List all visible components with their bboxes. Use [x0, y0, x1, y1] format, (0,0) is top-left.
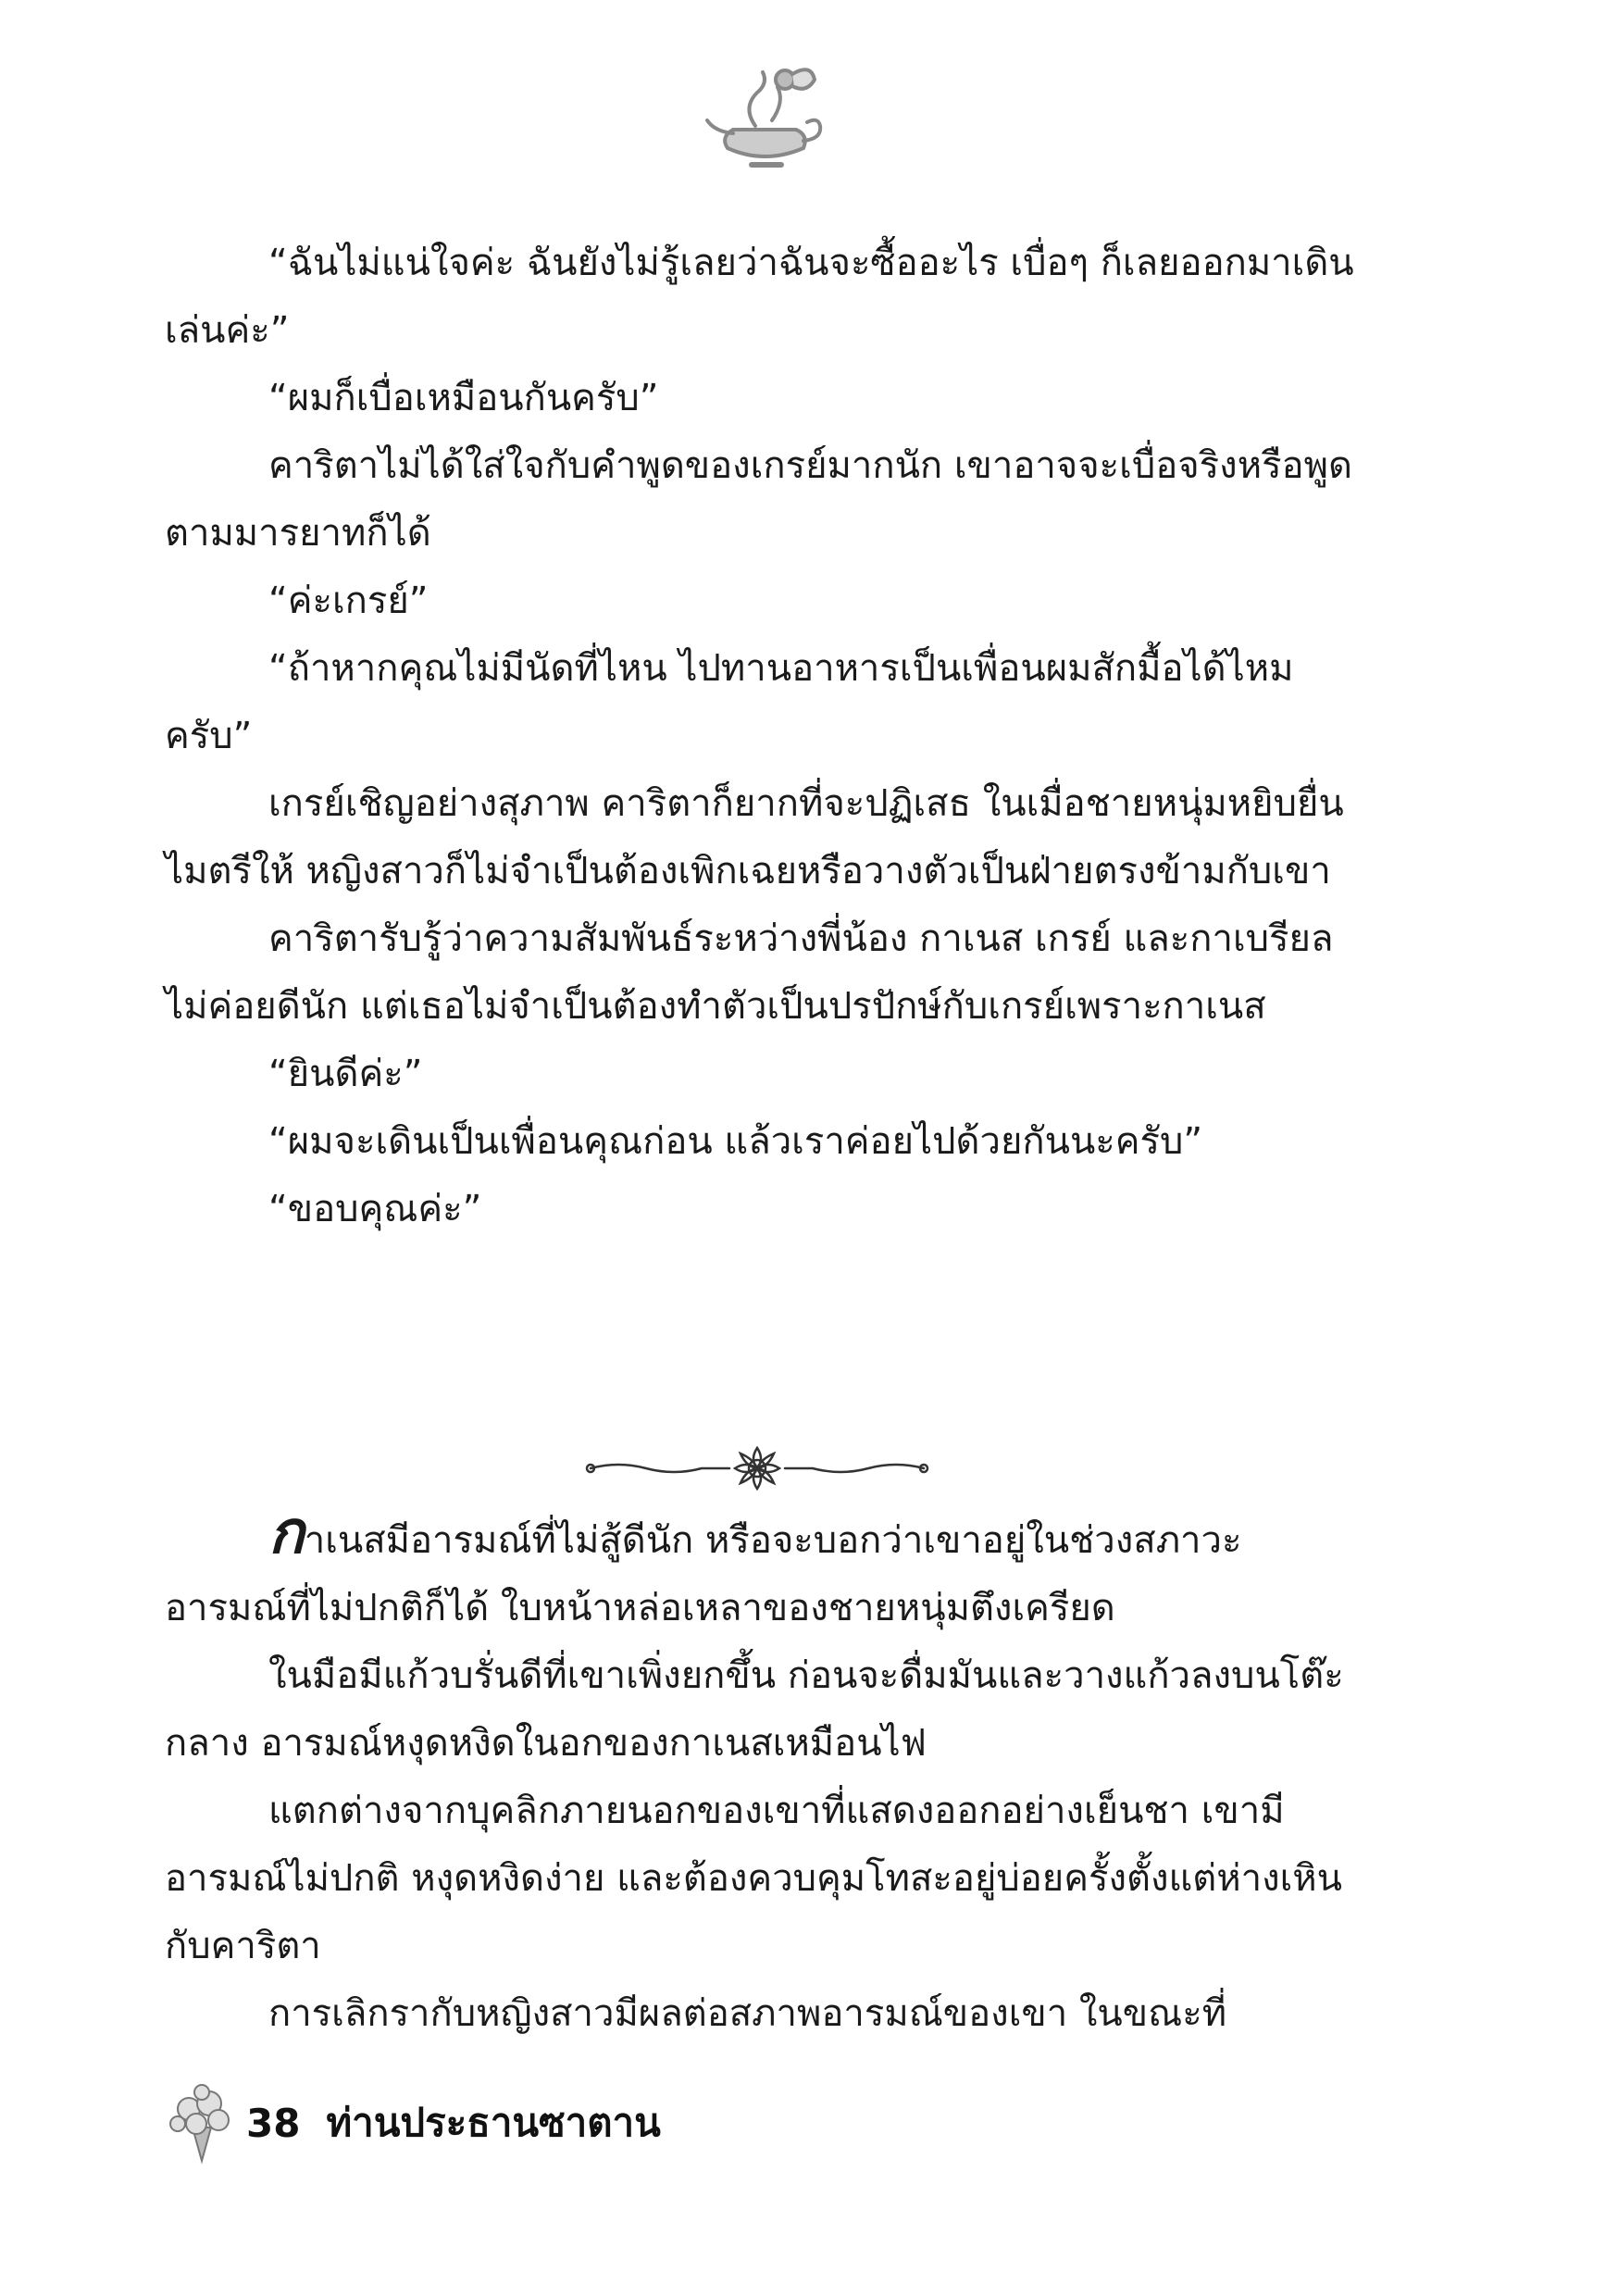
paragraph-first — [165, 1498, 1359, 1642]
paragraph: “ยินดีค่ะ” — [268, 1053, 423, 1095]
paragraph: คาริตารับรู้ว่าความสัมพันธ์ระหว่างพี่น้อง กาเนส เกรย์ และกาเบรียล ไม่ค่อยดีนัก แต่เธอไม่จำเป็นต้องทำตัวเป็นปรปักษ์กับเกรย์เพราะกาเนส — [165, 917, 1334, 1028]
section-two-text — [165, 1498, 1359, 2048]
book-title: ท่านประธานซาตาน — [326, 2100, 661, 2145]
paragraph: การเลิกรากับหญิงสาวมีผลต่อสภาพอารมณ์ของเขา ในขณะที่ — [268, 1992, 1227, 2035]
page-number: 38 — [246, 2100, 301, 2146]
page-footer — [165, 2081, 998, 2165]
chapter-text — [165, 230, 1359, 1243]
paragraph: แตกต่างจากบุคลิกภายนอกของเขาที่แสดงออกอย่างเย็นชา เขามีอารมณ์ไม่ปกติ หงุดหงิดง่าย และต้องควบคุมโทสะอยู่บ่อยครั้งตั้งแต่ห่างเหินกับคาริตา — [165, 1790, 1343, 1967]
paragraph: ในมือมีแก้วบรั่นดีที่เขาเพิ่งยกขึ้น ก่อนจะดื่มมันและวางแก้วลงบนโต๊ะกลาง อารมณ์หงุดหงิดในอกของกาเนสเหมือนไฟ — [165, 1654, 1344, 1765]
paragraph: “ถ้าหากคุณไม่มีนัดที่ไหน ไปทานอาหารเป็นเพื่อนผมสักมื้อได้ไหมครับ” — [165, 647, 1294, 757]
flourish-divider-icon — [581, 1442, 933, 1494]
paragraph: คาริตาไม่ได้ใส่ใจกับคำพูดของเกรย์มากนัก เขาอาจจะเบื่อจริงหรือพูดตามมารยาทก็ได้ — [165, 444, 1352, 555]
paragraph: “ฉันไม่แน่ใจค่ะ ฉันยังไม่รู้เลยว่าฉันจะซื้ออะไร เบื่อๆ ก็เลยออกมาเดินเล่นค่ะ” — [165, 242, 1354, 352]
paragraph: “ขอบคุณค่ะ” — [268, 1188, 482, 1230]
teapot-cupid-ornament-icon — [700, 56, 829, 185]
paragraph-first-rest: าเนสมีอารมณ์ที่ไม่สู้ดีนัก หรือจะบอกว่าเขาอยู่ในช่วงสภาวะอารมณ์ที่ไม่ปกติก็ได้ ใบหน้าหล่อเหลาของชายหนุ่มตึงเครียด — [165, 1519, 1242, 1629]
paragraph: “ผมจะเดินเป็นเพื่อนคุณก่อน แล้วเราค่อยไปด้วยกันนะครับ” — [268, 1120, 1203, 1163]
paragraph: เกรย์เชิญอย่างสุภาพ คาริตาก็ยากที่จะปฏิเสธ ในเมื่อชายหนุ่มหยิบยื่นไมตรีให้ หญิงสาวก็ไม่จำเป็นต้องเพิกเฉยหรือวางตัวเป็นฝ่ายตรงข้ามกับเขา — [165, 782, 1344, 892]
paragraph: “ผมก็เบื่อเหมือนกันครับ” — [268, 377, 659, 419]
flower-bouquet-icon — [165, 2081, 239, 2165]
drop-cap: ก — [268, 1498, 305, 1567]
paragraph: “ค่ะเกรย์” — [268, 580, 429, 622]
